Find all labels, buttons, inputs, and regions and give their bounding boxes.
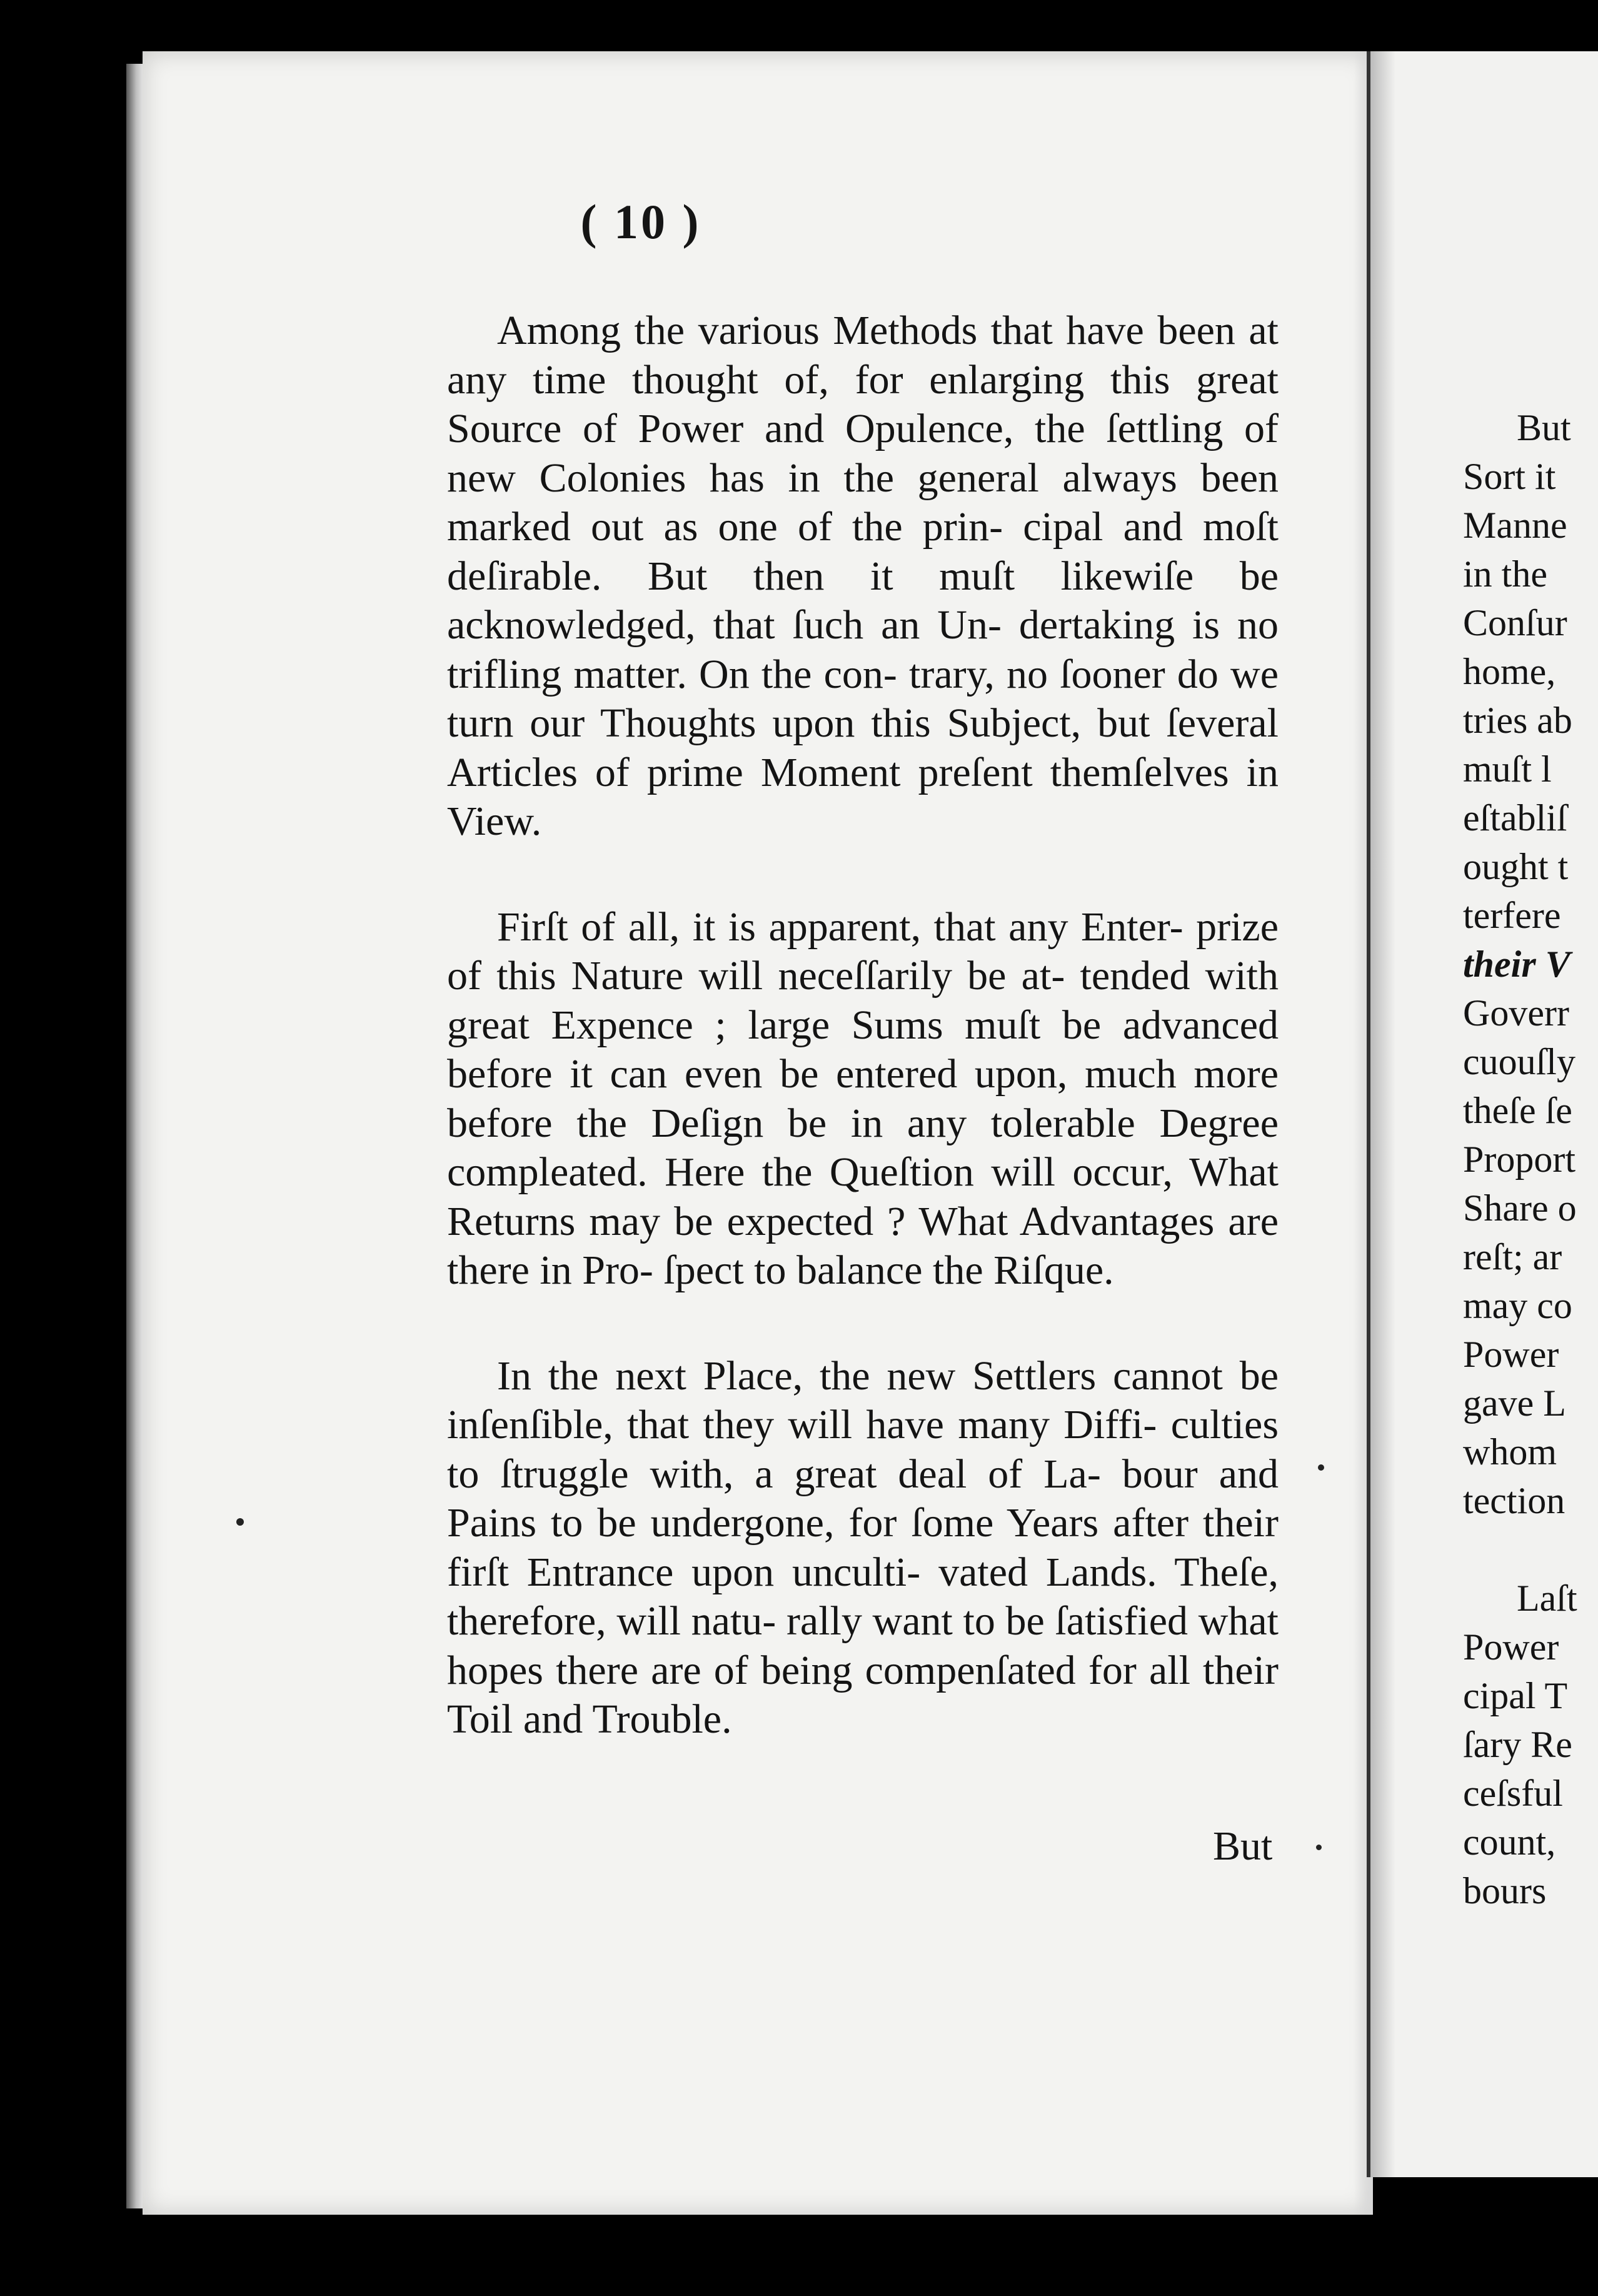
text-line: expected ? What Advantages are there in Pro- [447, 1198, 1279, 1293]
paragraph-2 [447, 903, 1279, 1296]
text-line: great Source of Power and Opulence, the [447, 356, 1279, 451]
text-line: dertaking is no trifling matter. On the con- [447, 602, 1279, 697]
facing-line: Power [1463, 1334, 1559, 1375]
text-line: Queſtion will occur, What Returns may be [447, 1149, 1279, 1244]
facing-line: theſe ſe [1463, 1090, 1572, 1131]
text-line: cipal and moſt deſirable. But then it muſt [447, 504, 1279, 599]
facing-line: Laſt [1517, 1578, 1577, 1619]
text-line: Firſt of all, it is apparent, that any Enter- [497, 904, 1183, 950]
text-line: vated Lands. Theſe, therefore, will natu- [447, 1549, 1279, 1644]
text-line: Among the various Methods that have [497, 308, 1144, 353]
facing-line: Proport [1463, 1139, 1575, 1180]
facing-line: Goverr [1463, 992, 1569, 1034]
text-line: prime Moment preſent themſelves in View. [447, 749, 1279, 844]
facing-line: Share o [1463, 1187, 1577, 1229]
text-line: ſettling of new Colonies has in the general [447, 406, 1279, 501]
facing-line: But [1517, 407, 1571, 448]
text-line: In the next Place, the new Settlers cannot [497, 1352, 1223, 1399]
text-line: trary, no ſooner do we turn our Thoughts [447, 651, 1279, 746]
text-line: been at any time thought of, for enlarging this [447, 308, 1279, 403]
facing-line: home, [1463, 651, 1556, 692]
facing-line: Manne [1463, 505, 1567, 546]
facing-line: tection [1463, 1480, 1565, 1521]
facing-line: ſary Re [1463, 1724, 1572, 1765]
facing-line: their V [1463, 944, 1570, 985]
facing-line: Sort it [1463, 456, 1556, 497]
text-line: likewiſe be acknowledged, that ſuch an Un- [447, 553, 1279, 648]
text-line: tended with great Expence ; large Sums muſt [447, 953, 1279, 1048]
body-text [447, 306, 1279, 1745]
page-number: ( 10 ) [580, 194, 701, 249]
facing-line: count, [1463, 1821, 1556, 1863]
text-line: culties to ſtruggle with, a great deal of La- [447, 1402, 1279, 1497]
ink-speck [236, 1518, 244, 1526]
facing-page-text [1463, 403, 1598, 1915]
facing-line: terfere [1463, 895, 1561, 936]
text-line: upon this Subject, but ſeveral Articles of [447, 700, 1279, 795]
facing-line: may co [1463, 1285, 1572, 1326]
facing-line: eſtabliſ [1463, 797, 1567, 838]
paragraph-1 [447, 306, 1279, 847]
facing-line: cuouſly [1463, 1041, 1575, 1082]
paragraph-3 [447, 1352, 1279, 1745]
facing-line: bours [1463, 1870, 1547, 1911]
page-edge [126, 64, 143, 2208]
facing-line: muſt l [1463, 748, 1552, 790]
text-line: always been marked out as one of the prin- [447, 455, 1279, 550]
text-line: rally want to be ſatisfied what hopes there [447, 1598, 1279, 1693]
facing-line: Power [1463, 1626, 1559, 1668]
facing-line: ought t [1463, 846, 1569, 887]
text-line: bour and Pains to be undergone, for ſome [447, 1451, 1279, 1546]
text-line: any tolerable Degree compleated. Here the [447, 1100, 1279, 1195]
text-line: ſpect to balance the Riſque. [663, 1247, 1114, 1293]
facing-line: gave L [1463, 1382, 1566, 1424]
text-line: be inſenſible, that they will have many Diffi- [447, 1352, 1279, 1448]
facing-line: tries ab [1463, 700, 1572, 741]
facing-line: Conſur [1463, 602, 1567, 643]
text-line: Years after their firſt Entrance upon unculti- [447, 1500, 1279, 1595]
facing-line: ceſsful [1463, 1773, 1563, 1814]
text-line: upon, much more before the Deſign be in [447, 1051, 1279, 1146]
facing-line: reſt; ar [1463, 1236, 1562, 1277]
text-line: be advanced before it can even be entered [447, 1002, 1279, 1097]
facing-line: in the [1463, 553, 1547, 595]
facing-line: whom [1463, 1431, 1557, 1473]
text-line: and Trouble. [523, 1696, 732, 1742]
text-line: prize of this Nature will neceſſarily be at- [447, 904, 1279, 999]
text-line: are of being compenſated for all their Toil [447, 1647, 1279, 1742]
facing-gap [1463, 1525, 1598, 1574]
catchword: But [1213, 1823, 1273, 1869]
facing-line: cipal T [1463, 1675, 1568, 1716]
ink-speck [1318, 1464, 1324, 1471]
ink-speck [1316, 1845, 1322, 1850]
